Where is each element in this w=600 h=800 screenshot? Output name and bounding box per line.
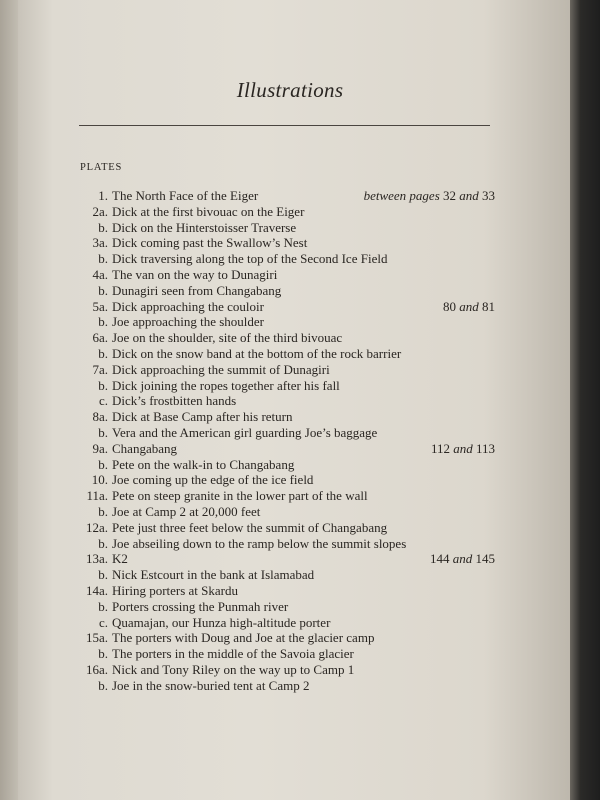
- plate-row: [0, 330, 600, 346]
- plate-number: b.: [98, 456, 108, 472]
- plate-row: [0, 251, 600, 267]
- plate-number: 16a.: [85, 661, 108, 677]
- page-range-mid: and: [449, 551, 476, 567]
- plate-row: [0, 188, 600, 204]
- plate-row: [0, 267, 600, 283]
- plate-row: [0, 362, 600, 378]
- plate-number: 12a.: [85, 519, 108, 535]
- plate-caption: Dick at the first bivouac on the Eiger: [112, 203, 305, 219]
- plate-row: [0, 378, 600, 394]
- plate-caption: Changabang: [112, 440, 177, 456]
- plate-number: 5a.: [92, 298, 108, 314]
- plate-number: b.: [98, 535, 108, 551]
- plate-caption: Dick at Base Camp after his return: [112, 409, 293, 425]
- plate-number: b.: [98, 677, 108, 693]
- page-title: Illustrations: [236, 78, 344, 102]
- plate-caption: K2: [112, 551, 128, 567]
- plate-row: [0, 220, 600, 236]
- page-range: [364, 188, 495, 204]
- page-range-mid: and: [456, 298, 482, 314]
- plate-number: b.: [98, 282, 108, 298]
- plate-caption: The North Face of the Eiger: [112, 188, 259, 203]
- plate-number: 15a.: [85, 630, 108, 646]
- plate-number: 4a.: [92, 266, 108, 282]
- plate-row: [0, 283, 600, 299]
- plate-caption: Dick joining the ropes together after his fall: [112, 377, 340, 393]
- plate-row: [0, 299, 600, 315]
- page-range-b: 113: [475, 440, 495, 456]
- plate-row: [0, 346, 600, 362]
- title-rule: [79, 125, 490, 126]
- plate-number: 13a.: [85, 551, 108, 567]
- plate-caption: Pete just three feet below the summit of Changabang: [112, 519, 388, 535]
- page-range: [443, 299, 495, 315]
- page-range-mid: and: [449, 440, 476, 456]
- plate-number: 14a.: [85, 582, 108, 598]
- page-range-mid: and: [456, 188, 482, 203]
- plate-row: [0, 520, 600, 536]
- plate-row: [0, 472, 600, 488]
- page-range: [430, 551, 495, 567]
- plate-caption: Vera and the American girl guarding Joe’s baggage: [112, 424, 378, 440]
- plate-caption: Porters crossing the Punmah river: [112, 598, 289, 614]
- plate-caption: Dick approaching the couloir: [112, 298, 264, 314]
- plate-caption: Dick’s frostbitten hands: [112, 393, 237, 409]
- plate-caption: Joe at Camp 2 at 20,000 feet: [112, 503, 261, 519]
- plate-number: b.: [98, 314, 108, 330]
- plate-row: [0, 409, 600, 425]
- page-range-b: 81: [482, 298, 495, 314]
- plate-number: 2a.: [92, 203, 108, 219]
- plate-caption: Dick coming past the Swallow’s Nest: [112, 235, 308, 251]
- plate-caption: Dick on the Hinterstoisser Traverse: [112, 219, 297, 235]
- plate-number: c.: [98, 614, 108, 630]
- plate-row: [0, 488, 600, 504]
- plate-number: 11a.: [86, 488, 108, 504]
- page-range-b: 33: [482, 188, 495, 203]
- plate-row: [0, 235, 600, 251]
- plate-row: [0, 441, 600, 457]
- plate-number: b.: [98, 219, 108, 235]
- page-range-a: 112: [430, 440, 450, 456]
- plate-row: [0, 204, 600, 220]
- plate-number: b.: [98, 646, 108, 662]
- plate-caption: Joe coming up the edge of the ice field: [112, 472, 314, 488]
- plate-number: b.: [98, 251, 108, 267]
- page-range-a: 32: [443, 188, 456, 203]
- plate-caption: The van on the way to Dunagiri: [112, 266, 278, 282]
- plate-caption: Dunagiri seen from Changabang: [112, 282, 282, 298]
- plate-caption: Hiring porters at Skardu: [112, 582, 239, 598]
- plate-row: [0, 393, 600, 409]
- page-range: [431, 441, 495, 457]
- plate-row: [0, 425, 600, 441]
- plate-row: [0, 646, 600, 662]
- plate-row: [0, 630, 600, 646]
- plate-caption: Dick on the snow band at the bottom of the rock barrier: [112, 345, 402, 361]
- plate-number: b.: [98, 567, 108, 583]
- plate-caption: Pete on steep granite in the lower part of the wall: [112, 488, 368, 504]
- plate-caption: Quamajan, our Hunza high-altitude porter: [112, 614, 331, 630]
- plate-caption: Joe in the snow-buried tent at Camp 2: [112, 677, 310, 693]
- plate-row: [0, 678, 600, 694]
- plate-caption: Joe abseiling down to the ramp below the summit slopes: [112, 535, 407, 551]
- plate-row: [0, 551, 600, 567]
- plate-caption: Nick Estcourt in the bank at Islamabad: [112, 567, 315, 583]
- plate-list: [0, 188, 600, 694]
- plate-number: 8a.: [92, 409, 108, 425]
- plate-number: 6a.: [92, 330, 108, 346]
- plate-caption: Joe approaching the shoulder: [112, 314, 264, 330]
- plate-caption: The porters with Doug and Joe at the glacier camp: [112, 630, 375, 646]
- plate-caption: The porters in the middle of the Savoia glacier: [112, 646, 354, 662]
- plate-caption: Nick and Tony Riley on the way up to Camp 1: [112, 661, 355, 677]
- plate-number: 3a.: [92, 235, 108, 251]
- plate-number: b.: [98, 503, 108, 519]
- plate-row: [0, 583, 600, 599]
- plate-row: [0, 504, 600, 520]
- plate-number: 7a.: [92, 361, 108, 377]
- section-label: PLATES: [80, 162, 123, 173]
- plate-row: [0, 536, 600, 552]
- plate-caption: Pete on the walk-in to Changabang: [112, 456, 295, 472]
- plate-number: b.: [98, 598, 108, 614]
- plate-row: [0, 567, 600, 583]
- plate-row: [0, 314, 600, 330]
- plate-number: c.: [98, 393, 108, 409]
- page-range-b: 145: [475, 551, 495, 567]
- page-range-a: 144: [430, 551, 450, 567]
- plate-caption: Dick traversing along the top of the Second Ice Field: [112, 251, 388, 267]
- page-range-a: 80: [443, 298, 456, 314]
- plate-number: 10.: [91, 472, 108, 488]
- plate-number: b.: [98, 424, 108, 440]
- plate-caption: Dick approaching the summit of Dunagiri: [112, 361, 330, 377]
- plate-row: [0, 615, 600, 631]
- plate-caption: Joe on the shoulder, site of the third bivouac: [112, 330, 343, 346]
- plate-row: [0, 662, 600, 678]
- plate-number: 9a.: [92, 440, 108, 456]
- plate-row: [0, 599, 600, 615]
- plate-row: [0, 457, 600, 473]
- plate-number: 1.: [98, 188, 108, 203]
- plate-number: b.: [98, 345, 108, 361]
- page-range-prefix: between pages: [363, 188, 443, 203]
- plate-number: b.: [98, 377, 108, 393]
